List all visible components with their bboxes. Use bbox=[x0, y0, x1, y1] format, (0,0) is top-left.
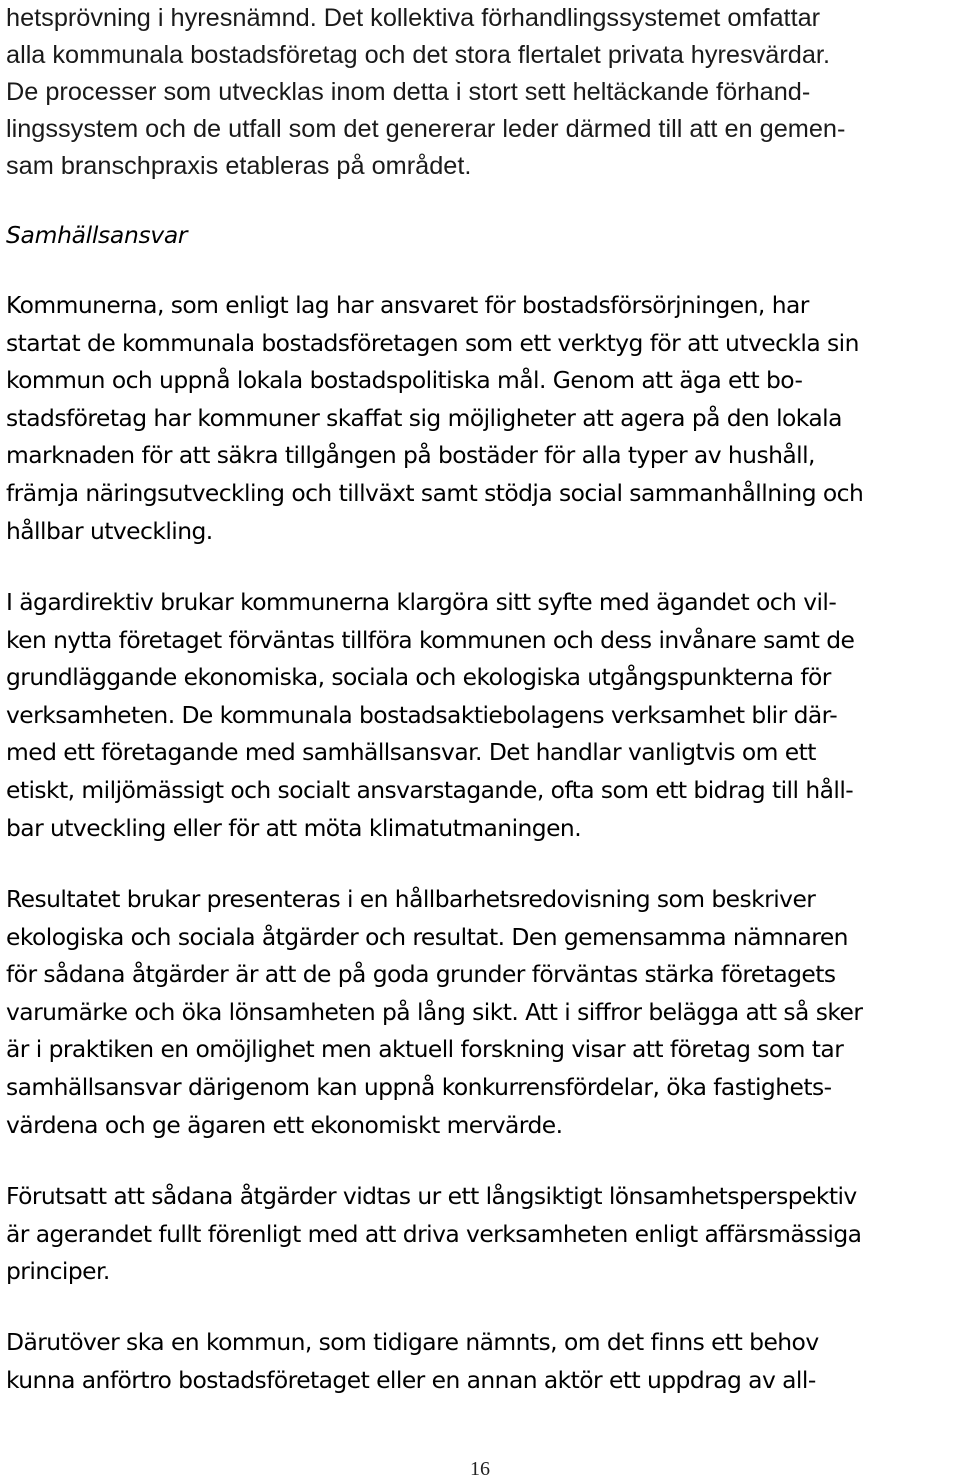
paragraph-line: I ägardirektiv brukar kommunerna klargöra sitt syfte med ägandet och vil- bbox=[6, 588, 837, 616]
paragraph-line: Förutsatt att sådana åtgärder vidtas ur ett långsiktigt lönsamhetsperspektiv bbox=[6, 1182, 857, 1210]
paragraph-line: samhällsansvar därigenom kan uppnå konkurrensfördelar, öka fastighets- bbox=[6, 1073, 832, 1101]
paragraph-line: varumärke och öka lönsamheten på lång sikt. Att i siffror belägga att så sker bbox=[6, 998, 863, 1026]
paragraph-line: kommun och uppnå lokala bostadspolitiska mål. Genom att äga ett bo- bbox=[6, 366, 803, 394]
paragraph-line: Resultatet brukar presenteras i en hållbarhetsredovisning som beskriver bbox=[6, 885, 816, 913]
paragraph-line: ken nytta företaget förväntas tillföra kommunen och dess invånare samt de bbox=[6, 626, 855, 654]
paragraph-line: kunna anförtro bostadsföretaget eller en annan aktör ett uppdrag av all- bbox=[6, 1366, 816, 1394]
paragraph-line: är i praktiken en omöjlighet men aktuell forskning visar att företag som tar bbox=[6, 1035, 844, 1063]
paragraph-line: verksamheten. De kommunala bostadsaktiebolagens verksamhet blir där- bbox=[6, 701, 838, 729]
paragraph-line: principer. bbox=[6, 1257, 110, 1285]
paragraph-line: hållbar utveckling. bbox=[6, 517, 213, 545]
paragraph-line: marknaden för att säkra tillgången på bostäder för alla typer av hushåll, bbox=[6, 441, 815, 469]
section-heading: Samhällsansvar bbox=[6, 221, 188, 249]
paragraph-line: startat de kommunala bostadsföretagen som ett verktyg för att utveckla sin bbox=[6, 329, 859, 357]
paragraph-line: Därutöver ska en kommun, som tidigare nämnts, om det finns ett behov bbox=[6, 1328, 819, 1356]
paragraph-line: med ett företagande med samhällsansvar. Det handlar vanligtvis om ett bbox=[6, 738, 816, 766]
paragraph-line: stadsföretag har kommuner skaffat sig möjligheter att agera på den lokala bbox=[6, 404, 842, 432]
intro-line: sam branschpraxis etableras på området. bbox=[6, 152, 472, 180]
paragraph-line: Kommunerna, som enligt lag har ansvaret för bostadsförsörjningen, har bbox=[6, 291, 809, 319]
page-number: 16 bbox=[470, 1458, 490, 1480]
paragraph-line: bar utveckling eller för att möta klimatutmaningen. bbox=[6, 814, 582, 842]
paragraph-line: för sådana åtgärder är att de på goda grunder förväntas stärka företagets bbox=[6, 960, 836, 988]
paragraph-line: etiskt, miljömässigt och socialt ansvarstagande, ofta som ett bidrag till håll- bbox=[6, 776, 854, 804]
paragraph-line: främja näringsutveckling och tillväxt samt stödja social sammanhållning och bbox=[6, 479, 864, 507]
intro-line: alla kommunala bostadsföretag och det stora flertalet privata hyresvärdar. bbox=[6, 41, 830, 69]
paragraph-line: ekologiska och sociala åtgärder och resultat. Den gemensamma nämnaren bbox=[6, 923, 848, 951]
intro-line: lingssystem och de utfall som det genererar leder därmed till att en gemen- bbox=[6, 115, 846, 143]
paragraph-line: värdena och ge ägaren ett ekonomiskt mervärde. bbox=[6, 1111, 563, 1139]
intro-line: De processer som utvecklas inom detta i stort sett heltäckande förhand- bbox=[6, 78, 811, 106]
paragraph-line: grundläggande ekonomiska, sociala och ekologiska utgångspunkterna för bbox=[6, 663, 831, 691]
intro-line: hetsprövning i hyresnämnd. Det kollektiva förhandlingssystemet omfattar bbox=[6, 4, 821, 32]
paragraph-line: är agerandet fullt förenligt med att driva verksamheten enligt affärsmässiga bbox=[6, 1220, 862, 1248]
